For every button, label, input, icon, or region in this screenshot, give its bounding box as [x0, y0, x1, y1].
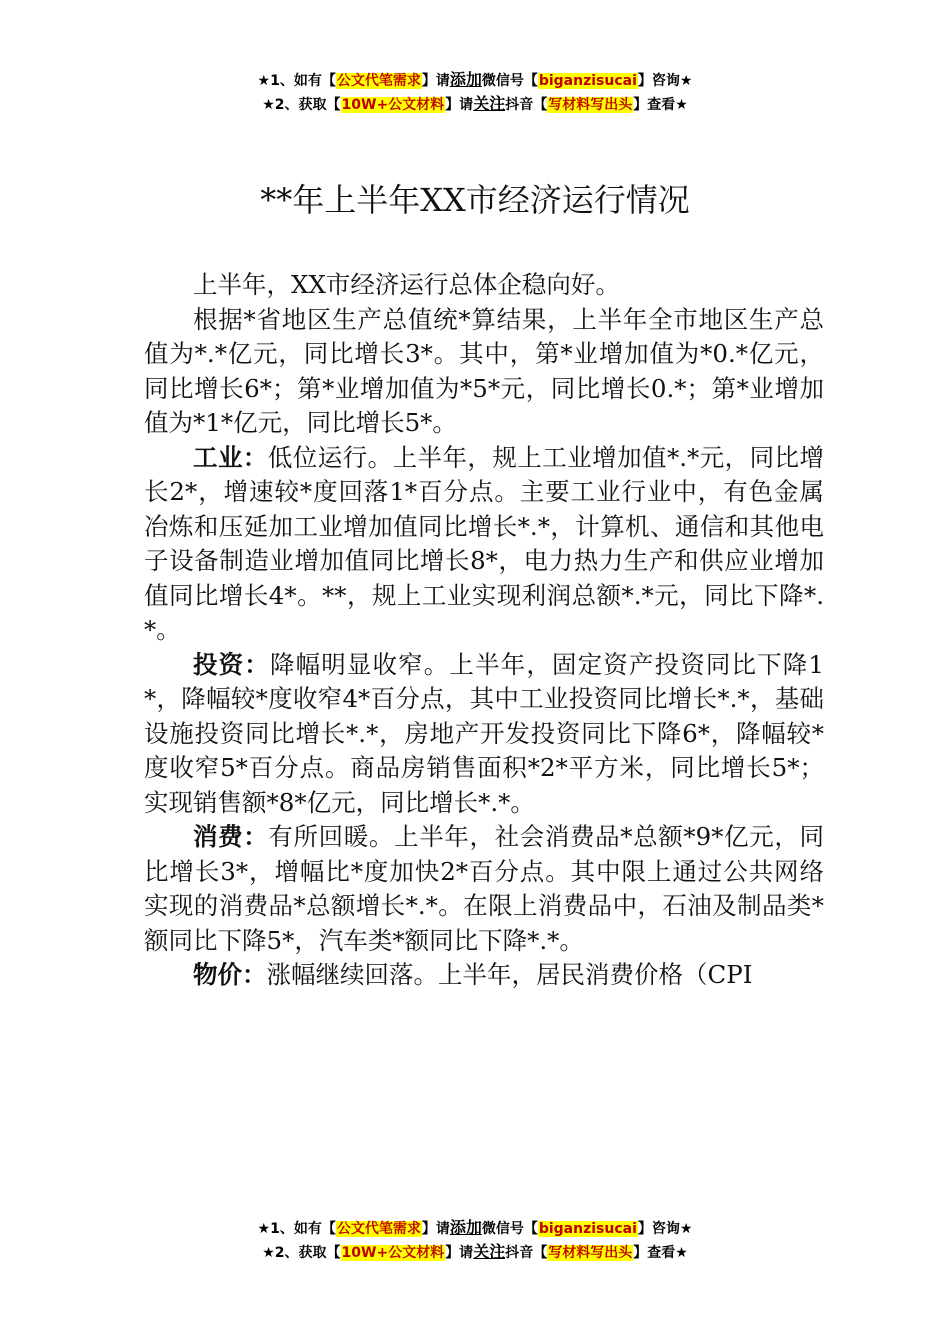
- banner-text: ★1、如有【: [257, 73, 336, 89]
- footer-banner: [0, 1216, 950, 1264]
- banner-line-1: [0, 68, 950, 92]
- section-lead-investment: 投资：: [193, 649, 270, 679]
- banner-text: 微信号【: [481, 73, 538, 89]
- paragraph-text: 低位运行。上半年，规上工业增加值*.*元，同比增长2*，增速较*度回落1*百分点。主要工业行业中，有色金属冶炼和压延加工业增加值同比增长*.*，计算机、通信和其他电子设备制造业增加值同比增长8*，电力热力生产和供应业增加值同比增长4*。**，规上工业实现利润总额*.*元，同比下降*.*。: [144, 442, 824, 644]
- page-title: **年上半年XX市经济运行情况: [260, 181, 690, 219]
- highlight-wechat-id: biganzisucai: [538, 73, 637, 89]
- paragraph-gdp: 根据*省地区生产总值统*算结果，上半年全市地区生产总值为*.*亿元，同比增长3*。其中，第*业增加值为*0.*亿元，同比增长6*；第*业增加值为*5*元，同比增长0.*；第*业增加值为*1*亿元，同比增长5*。: [144, 304, 824, 437]
- banner-text: 】请: [445, 97, 474, 113]
- section-lead-consumption: 消费：: [193, 822, 269, 851]
- paragraph-intro: 上半年，XX市经济运行总体企稳向好。: [193, 270, 620, 299]
- paragraph-text: 有所回暖。上半年，社会消费品*总额*9*亿元，同比增长3*，增幅比*度加快2*百分点。其中限上通过公共网络实现的消费品*总额增长*.*。在限上消费品中，石油及制品类*额同比下降5*，汽车类*额同比下降*.*。: [144, 822, 825, 955]
- highlight-wechat-id: biganzisucai: [538, 1221, 637, 1237]
- paragraph-prices: [144, 958, 824, 993]
- highlight-materials: 10W+公文材料: [341, 97, 445, 113]
- banner-text: 抖音【: [505, 97, 548, 113]
- banner-emphasis: 添加: [449, 1218, 482, 1237]
- banner-text: 抖音【: [505, 1245, 548, 1261]
- document-body: [144, 268, 824, 993]
- header-banner: [0, 68, 950, 116]
- banner-text: ★2、获取【: [262, 97, 341, 113]
- banner-text: 】咨询★: [637, 1221, 693, 1237]
- banner-emphasis: 关注: [473, 1242, 506, 1261]
- paragraph-consumption: [144, 820, 824, 958]
- highlight-service: 公文代笔需求: [336, 73, 421, 89]
- paragraph-text: 降幅明显收窄。上半年，固定资产投资同比下降1*，降幅较*度收窄4*百分点，其中工业投资同比增长*.*，基础设施投资同比增长*.*，房地产开发投资同比下降6*，降幅较*度收窄5*百分点。商品房销售面积*2*平方米，同比增长5*；实现销售额*8*亿元，同比增长*.*。: [144, 649, 825, 817]
- highlight-service: 公文代笔需求: [336, 1221, 421, 1237]
- banner-text: 】咨询★: [637, 73, 693, 89]
- highlight-douyin-account: 写材料写出头: [548, 1245, 633, 1261]
- banner-line-1: [0, 1216, 950, 1240]
- banner-text: 微信号【: [481, 1221, 538, 1237]
- paragraph-industry: [144, 441, 824, 648]
- banner-text: ★1、如有【: [257, 1221, 336, 1237]
- banner-text: 】查看★: [633, 1245, 688, 1261]
- banner-text: 】请: [421, 1221, 450, 1237]
- section-lead-prices: 物价：: [193, 960, 267, 989]
- paragraph-investment: [144, 648, 824, 821]
- banner-line-2: [0, 92, 950, 116]
- paragraph-text: 涨幅继续回落。上半年，居民消费价格（CPI: [266, 960, 753, 989]
- highlight-douyin-account: 写材料写出头: [548, 97, 633, 113]
- banner-text: ★2、获取【: [262, 1245, 341, 1261]
- highlight-materials: 10W+公文材料: [341, 1245, 445, 1261]
- banner-emphasis: 添加: [449, 70, 482, 89]
- banner-text: 】请: [445, 1245, 474, 1261]
- section-lead-industry: 工业：: [193, 442, 268, 472]
- banner-line-2: [0, 1240, 950, 1264]
- banner-text: 】请: [421, 73, 450, 89]
- banner-emphasis: 关注: [473, 94, 506, 113]
- banner-text: 】查看★: [633, 97, 688, 113]
